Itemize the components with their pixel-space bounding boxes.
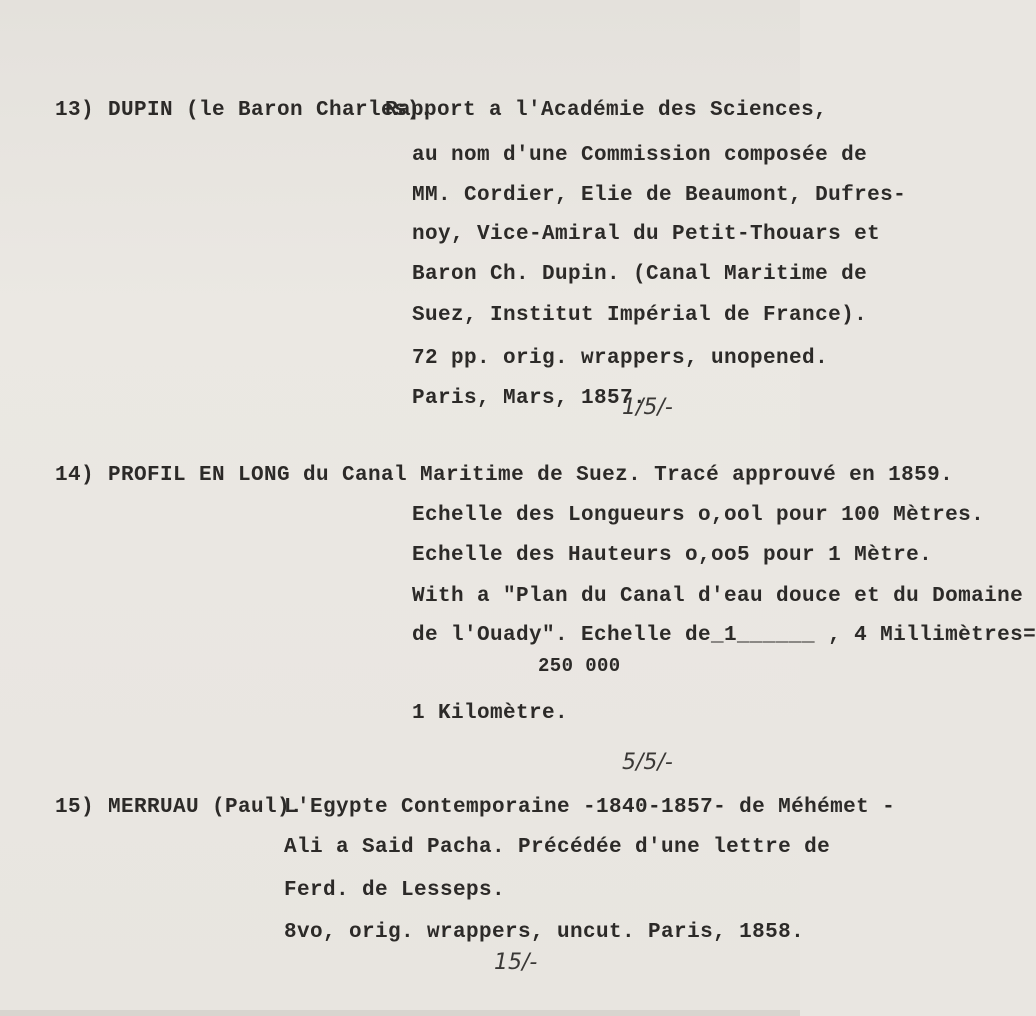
entry-number: 13) (55, 99, 95, 122)
entry-line: Echelle des Hauteurs o,oo5 pour 1 Mètre. (412, 544, 933, 567)
entry-line: Ferd. de Lesseps. (284, 879, 506, 902)
entry-line: Baron Ch. Dupin. (Canal Maritime de (412, 263, 868, 286)
entry-title: PROFIL EN LONG du Canal Maritime de Suez. Tracé approuvé en 1859. (108, 464, 954, 487)
scale-denominator: 250 000 (538, 655, 621, 677)
entry-line: 72 pp. orig. wrappers, unopened. (412, 347, 829, 370)
entry-line: L'Egypte Contemporaine -1840-1857- de Méhémet - (284, 796, 896, 819)
entry-line: au nom d'une Commission composée de (412, 144, 868, 167)
entry-line: Ali a Said Pacha. Précédée d'une lettre de (284, 836, 831, 859)
entry-number: 15) (55, 796, 95, 819)
entry-price: 15/- (494, 950, 538, 975)
entry-price: 5/5/- (622, 750, 673, 775)
entry-line: Echelle des Longueurs o,ool pour 100 Mètres. (412, 504, 985, 527)
entry-author: MERRUAU (Paul). (108, 796, 304, 819)
entry-line: de l'Ouady". Echelle de_1______ , 4 Millimètres= (412, 624, 1036, 647)
page-edge (0, 1010, 800, 1016)
entry-line: Paris, Mars, 1857. (412, 387, 647, 410)
entry-line: 1 Kilomètre. (412, 702, 569, 725)
entry-line: noy, Vice-Amiral du Petit-Thouars et (412, 223, 881, 246)
entry-price: 1/5/- (622, 395, 673, 420)
entry-line: With a "Plan du Canal d'eau douce et du Domaine (412, 585, 1024, 608)
entry-number: 14) (55, 464, 95, 487)
entry-author: DUPIN (le Baron Charles). (108, 99, 434, 122)
entry-line: 8vo, orig. wrappers, uncut. Paris, 1858. (284, 921, 805, 944)
entry-line: MM. Cordier, Elie de Beaumont, Dufres- (412, 184, 907, 207)
entry-line: Rapport a l'Académie des Sciences, (385, 99, 828, 122)
entry-line: Suez, Institut Impérial de France). (412, 304, 868, 327)
